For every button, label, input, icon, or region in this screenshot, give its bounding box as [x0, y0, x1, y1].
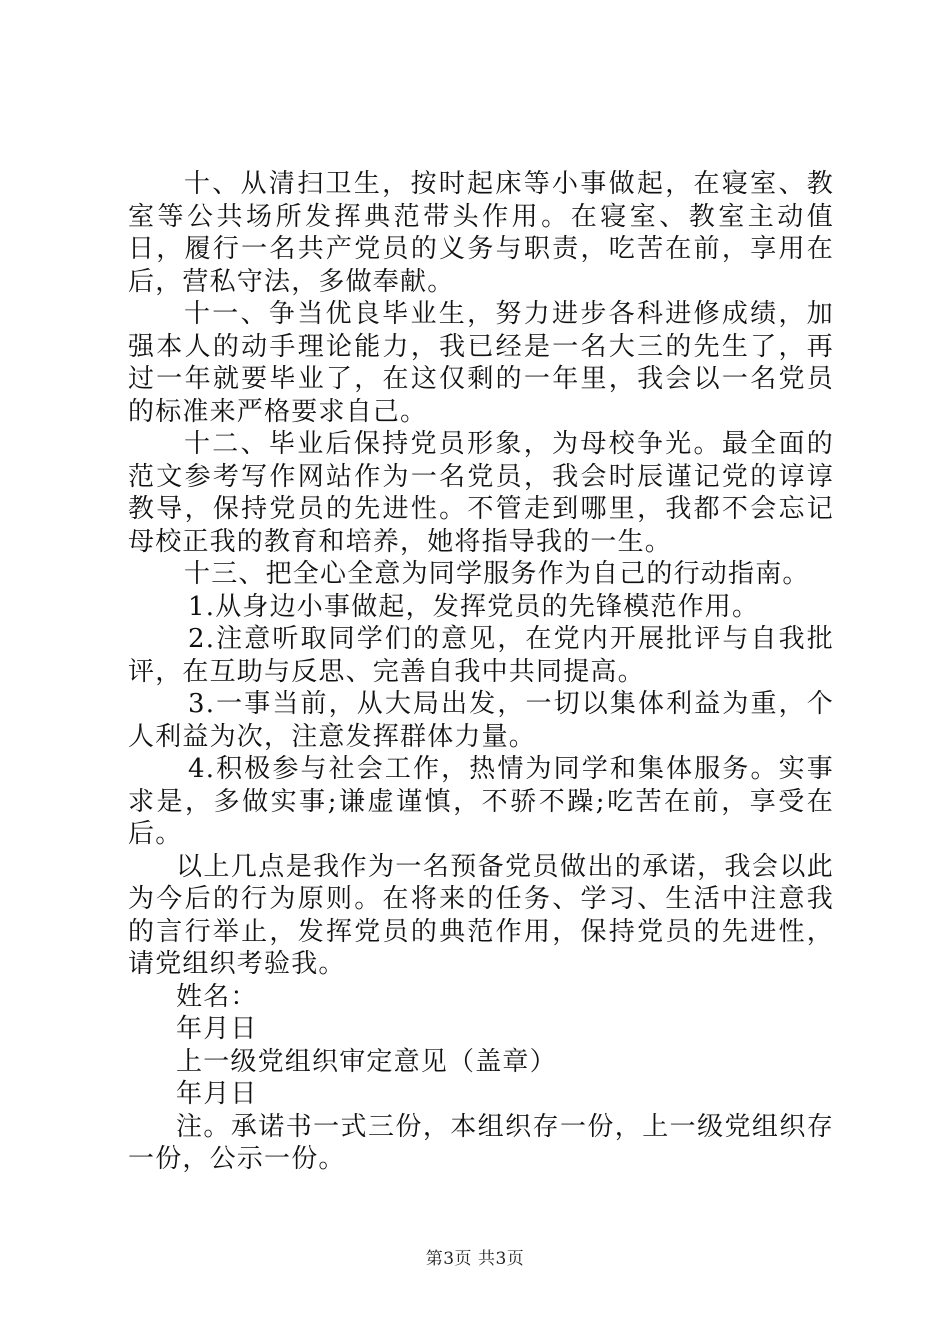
- closing-paragraph: 以上几点是我作为一名预备党员做出的承诺，我会以此为今后的行为原则。在将来的任务、学习、生活中注意我的言行举止，发挥党员的典范作用，保持党员的先进性，请党组织考验我。: [128, 851, 834, 979]
- list-item-1: 1.从身边小事做起，发挥党员的先锋模范作用。: [188, 591, 760, 622]
- document-body: [128, 168, 834, 1176]
- page-footer: 第3页 共3页: [425, 1249, 525, 1269]
- date-line-2: 年月日: [176, 1079, 258, 1109]
- approval-opinion-label: 上一级党组织审定意见（盖章）: [176, 1046, 557, 1077]
- list-item-2: 2.注意听取同学们的意见，在党内开展批评与自我批评，在互助与反思、完善自我中共同提高。: [128, 624, 834, 687]
- paragraph-item-10: 十、从清扫卫生，按时起床等小事做起，在寝室、教室等公共场所发挥典范带头作用。在寝室、教室主动值日，履行一名共产党员的义务与职责，吃苦在前，享用在后，营私守法，多做奉献。: [128, 169, 834, 297]
- note-paragraph: 注。承诺书一式三份，本组织存一份，上一级党组织存一份，公示一份。: [128, 1111, 834, 1174]
- date-line: 年月日: [176, 1014, 258, 1044]
- paragraph-item-11: 十一、争当优良毕业生，努力进步各科进修成绩，加强本人的动手理论能力，我已经是一名大三的先生了，再过一年就要毕业了，在这仅剩的一年里，我会以一名党员的标准来严格要求自己。: [128, 299, 834, 427]
- list-item-4: 4.积极参与社会工作，热情为同学和集体服务。实事求是，多做实事;谦虚谨慎，不骄不躁;吃苦在前，享受在后。: [128, 754, 834, 849]
- paragraph-item-12: 十二、毕业后保持党员形象，为母校争光。最全面的范文参考写作网站作为一名党员，我会时辰谨记党的谆谆教导，保持党员的先进性。不管走到哪里，我都不会忘记母校正我的教育和培养，她将指导我的一生。: [128, 429, 834, 557]
- name-field-label: 姓名：: [176, 981, 258, 1012]
- list-item-3: 3.一事当前，从大局出发，一切以集体利益为重，个人利益为次，注意发挥群体力量。: [128, 689, 834, 752]
- paragraph-item-13: 十三、把全心全意为同学服务作为自己的行动指南。: [184, 559, 810, 589]
